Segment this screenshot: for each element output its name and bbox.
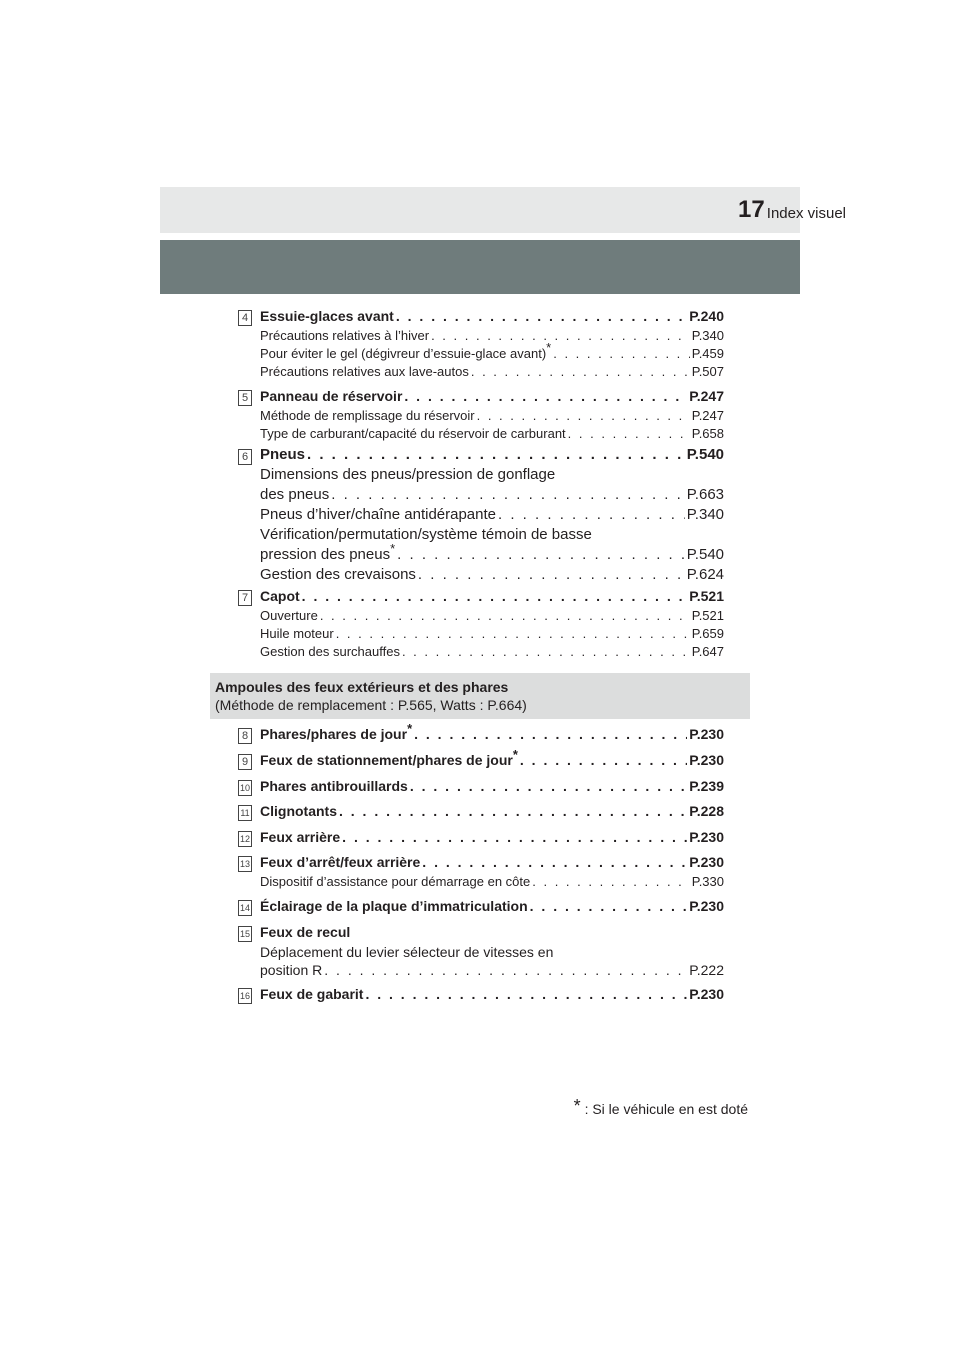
callout-number: 12 [238,831,252,847]
page-ref[interactable]: P.507 [691,364,724,379]
header-band [160,187,800,233]
entry-phares: 8 Phares/phares de jour* . . . P.230 [238,726,724,746]
page-ref[interactable]: P.230 [689,986,724,1002]
page-number: 17 [738,196,765,223]
page-ref[interactable]: P.663 [686,486,724,503]
page-ref[interactable]: P.658 [691,426,724,441]
section-subheading: (Méthode de remplacement : P.565, Watts : P.664) [215,697,527,713]
page-ref[interactable]: P.459 [691,346,724,361]
callout-number: 5 [238,390,252,406]
page-ref[interactable]: P.230 [689,829,724,845]
page-ref[interactable]: P.340 [691,328,724,343]
callout-number: 6 [238,449,252,465]
page-ref[interactable]: P.540 [686,546,724,563]
asterisk-icon: * [573,1096,581,1116]
page-ref[interactable]: P.228 [689,803,724,819]
footnote: * : Si le véhicule en est doté [573,1096,748,1117]
callout-number: 11 [238,805,252,821]
entry-clignotants: 11 Clignotants . . . P.228 [238,803,724,823]
asterisk-icon: * [512,747,518,762]
entry-panneau-reservoir: 5 Panneau de réservoir . . . P.247 Méthode de remplissage du réservoir . . . P.247 Type de carburant/capacité du réservoir de carburant . . . P.658 [238,388,724,444]
page-ref[interactable]: P.521 [691,608,724,623]
page-ref[interactable]: P.647 [691,644,724,659]
entry-antibrouillards: 10 Phares antibrouillards . . . P.239 [238,778,724,798]
page-ref[interactable]: P.659 [691,626,724,641]
callout-number: 14 [238,900,252,916]
entry-capot: 7 Capot . . . P.521 Ouverture . . . P.521 Huile moteur . . . P.659 Gestion des surchauffes . . . P.647 [238,588,724,662]
page-ref[interactable]: P.230 [689,752,724,768]
entry-pneus: 6 Pneus . . . P.540 Dimensions des pneus/pression de gonflage des pneus . . . P.663 Pneus d’hiver/chaîne antidérapante . . . P.340 Vérification/permutation/système témoin de basse pression des pneus* . . . P.540 Gestion des crevaisons . . . P.624 [238,446,724,586]
asterisk-icon: * [390,541,396,556]
callout-number: 15 [238,926,252,942]
entry-plaque: 14 Éclairage de la plaque d’immatriculation . . . P.230 [238,898,724,918]
page-ref[interactable]: P.330 [691,874,724,889]
entry-feux-stationnement: 9 Feux de stationnement/phares de jour* . . . P.230 [238,752,724,772]
page-ref[interactable]: P.222 [689,962,724,978]
page-ref[interactable]: P.247 [691,408,724,423]
page-ref[interactable]: P.230 [689,854,724,870]
page-ref[interactable]: P.624 [686,566,724,583]
illustration-band [160,240,800,294]
callout-number: 8 [238,728,252,744]
entry-feux-arret: 13 Feux d’arrêt/feux arrière . . . P.230 Dispositif d’assistance pour démarrage en côte . . . P.330 [238,854,724,892]
page-ref[interactable]: P.540 [686,446,724,463]
callout-number: 4 [238,310,252,326]
page-ref[interactable]: P.247 [689,388,724,404]
section-title: Index visuel [766,205,846,222]
asterisk-icon: * [546,340,552,355]
page-ref[interactable]: P.230 [689,726,724,742]
page-ref[interactable]: P.340 [686,506,724,523]
callout-number: 7 [238,590,252,606]
callout-number: 10 [238,780,252,796]
callout-number: 16 [238,988,252,1004]
bulbs-section-header [210,673,750,719]
callout-number: 13 [238,856,252,872]
section-heading: Ampoules des feux extérieurs et des phares [215,679,509,695]
entry-feux-arriere: 12 Feux arrière . . . P.230 [238,829,724,849]
callout-number: 9 [238,754,252,770]
entry-essuie-glaces: 4 Essuie-glaces avant . . . P.240 Précautions relatives à l’hiver . . . P.340 Pour éviter le gel (dégivreur d’essuie-glace avant)* . . . P.459 Précautions relatives aux lave-autos . . . P.507 [238,308,724,382]
entry-title-line: Essuie-glaces avant . . . P.240 [260,308,724,328]
entry-feux-gabarit: 16 Feux de gabarit . . . P.230 [238,986,724,1006]
page-ref[interactable]: P.240 [689,308,724,324]
page-ref[interactable]: P.521 [689,588,724,604]
asterisk-icon: * [407,721,413,736]
page-ref[interactable]: P.230 [689,898,724,914]
page-ref[interactable]: P.239 [689,778,724,794]
entry-feux-recul: 15 Feux de recul Déplacement du levier sélecteur de vitesses en position R . . . P.222 [238,924,724,980]
